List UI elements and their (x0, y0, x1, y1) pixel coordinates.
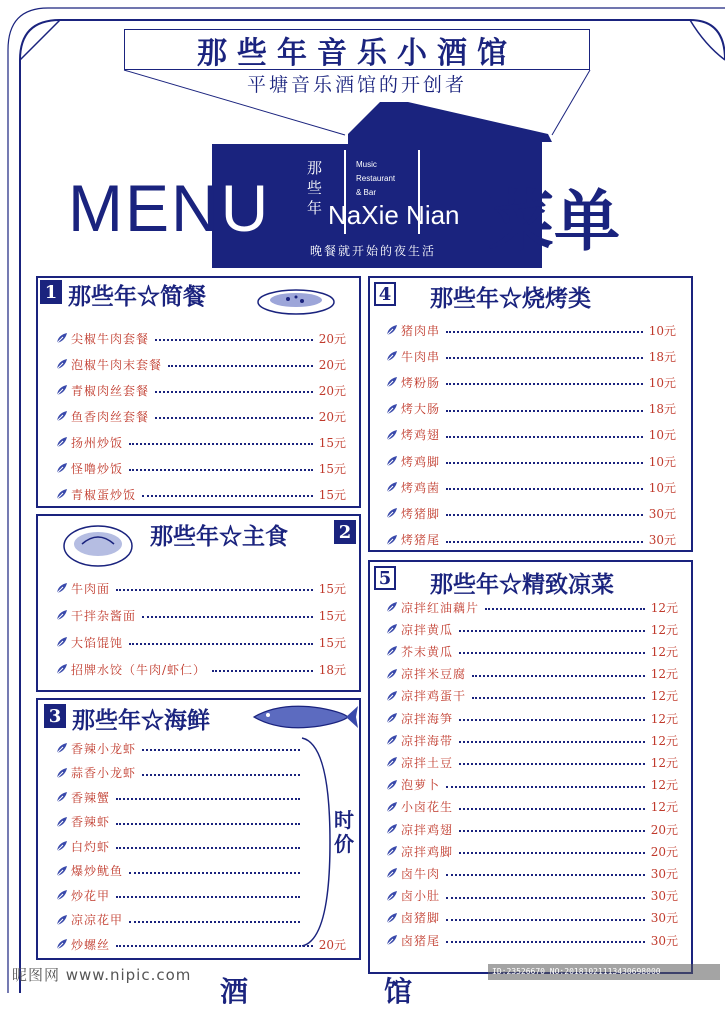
menu-item-row (56, 812, 306, 832)
dotted-leader (446, 786, 645, 788)
menu-item-price: 20元 (318, 331, 346, 346)
menu-item-row (56, 328, 346, 348)
bottom-char-b: 馆 (384, 975, 413, 1008)
menu-item-row (56, 787, 306, 807)
leaf-bullet-icon (386, 890, 398, 902)
time-price-char: 价 (334, 832, 354, 856)
house-brand: NaXie Nian (328, 200, 460, 230)
leaf-bullet-icon (386, 845, 398, 857)
pizza-plate-icon (256, 286, 336, 316)
house-en-line: Music (356, 160, 377, 169)
dotted-leader (155, 339, 313, 341)
dotted-leader (168, 365, 313, 367)
section-5-number: 5 (374, 566, 396, 590)
leaf-bullet-icon (56, 488, 68, 500)
menu-item-row (386, 930, 678, 950)
dotted-leader (116, 589, 313, 591)
restaurant-subtitle: 平塘音乐酒馆的开创者 (246, 74, 467, 96)
leaf-bullet-icon (56, 840, 68, 852)
house-vertical-char: 些 (307, 179, 323, 197)
leaf-bullet-icon (56, 816, 68, 828)
dotted-leader (446, 357, 643, 359)
leaf-bullet-icon (386, 734, 398, 746)
section-1-title: 那些年☆简餐 (68, 283, 206, 310)
menu-item-name: 芥末黄瓜 (401, 644, 454, 659)
leaf-bullet-icon (56, 462, 68, 474)
leaf-bullet-icon (56, 791, 68, 803)
menu-item-price: 10元 (648, 454, 676, 469)
house-vertical-text (307, 158, 322, 218)
menu-item-row (56, 861, 306, 881)
menu-item-row (56, 885, 306, 905)
leaf-bullet-icon (56, 767, 68, 779)
menu-item-name: 凉拌海笋 (401, 711, 454, 726)
menu-item-price: 10元 (648, 375, 676, 390)
menu-item-row (386, 819, 678, 839)
menu-item-name: 烤大肠 (401, 402, 441, 417)
menu-item-row (386, 730, 678, 750)
menu-item-row (386, 752, 678, 772)
menu-item-name: 烤鸡脚 (401, 454, 441, 469)
menu-item-row (386, 503, 676, 523)
menu-heading-en (68, 170, 270, 246)
leaf-bullet-icon (56, 889, 68, 901)
menu-item-name: 青椒蛋炒饭 (71, 487, 137, 502)
bottom-char-a: 酒 (220, 975, 249, 1008)
leaf-bullet-icon (386, 823, 398, 835)
menu-item-name: 烤鸡翅 (401, 428, 441, 443)
watermark-right: ID:23526670 NO:20181021113430698000 (488, 964, 720, 980)
dotted-leader (116, 945, 313, 947)
menu-item-row (386, 320, 676, 340)
menu-item-row (56, 632, 346, 652)
menu-item-name: 烤粉肠 (401, 375, 441, 390)
menu-item-row (56, 432, 346, 452)
dotted-leader (459, 830, 645, 832)
menu-item-price: 30元 (650, 911, 678, 926)
menu-item-price: 20元 (650, 822, 678, 837)
menu-item-name: 凉拌鸡蛋干 (401, 689, 467, 704)
menu-item-name: 泡萝卜 (401, 778, 441, 793)
menu-item-row (386, 708, 678, 728)
dotted-leader (459, 763, 645, 765)
menu-item-name: 招牌水饺（牛肉/虾仁） (71, 662, 207, 677)
restaurant-title: 那些年音乐小酒馆 (124, 29, 590, 70)
menu-item-price: 30元 (648, 506, 676, 521)
menu-item-name: 炒花甲 (71, 888, 111, 903)
menu-item-name: 卤牛肉 (401, 866, 441, 881)
leaf-bullet-icon (56, 865, 68, 877)
house-tagline: 晚餐就开始的夜生活 (310, 244, 437, 258)
dotted-leader (142, 616, 313, 618)
menu-item-price: 10元 (648, 323, 676, 338)
menu-item-name: 凉拌红油藕片 (401, 600, 480, 615)
menu-item-price: 30元 (648, 533, 676, 548)
dotted-leader (116, 823, 300, 825)
dotted-leader (446, 897, 645, 899)
menu-item-price: 18元 (648, 402, 676, 417)
menu-item-name: 尖椒牛肉套餐 (71, 331, 150, 346)
leaf-bullet-icon (56, 663, 68, 675)
dotted-leader (446, 410, 643, 412)
menu-item-row (386, 908, 678, 928)
menu-item-row (56, 578, 346, 598)
menu-item-row (56, 354, 346, 374)
dotted-leader (446, 941, 645, 943)
dotted-leader (446, 462, 643, 464)
menu-item-name: 青椒肉丝套餐 (71, 383, 150, 398)
house-vertical-char: 年 (307, 199, 323, 217)
menu-item-price: 15元 (318, 435, 346, 450)
menu-item-row (386, 399, 676, 419)
menu-item-name: 扬州炒饭 (71, 435, 124, 450)
menu-item-name: 白灼虾 (71, 839, 111, 854)
menu-item-price: 10元 (648, 480, 676, 495)
section-1-number: 1 (40, 280, 62, 304)
menu-item-name: 香辣虾 (71, 815, 111, 829)
menu-item-name: 鱼香肉丝套餐 (71, 409, 150, 424)
dotted-leader (212, 670, 313, 672)
leaf-bullet-icon (386, 601, 398, 613)
menu-item-row (386, 346, 676, 366)
menu-item-name: 凉拌黄瓜 (401, 622, 454, 637)
menu-item-price: 30元 (650, 889, 678, 904)
menu-item-name: 卤小肚 (401, 889, 441, 904)
menu-item-price: 12元 (650, 733, 678, 748)
menu-item-row (56, 763, 306, 783)
menu-item-price: 12元 (650, 600, 678, 615)
dotted-leader (116, 896, 300, 898)
menu-item-row (56, 738, 306, 758)
dotted-leader (116, 798, 300, 800)
menu-item-price: 12元 (650, 800, 678, 815)
leaf-bullet-icon (56, 582, 68, 594)
dotted-leader (129, 872, 300, 874)
menu-item-name: 蒜香小龙虾 (71, 766, 137, 780)
menu-heading-cn: 菜单 (488, 183, 620, 260)
menu-item-name: 泡椒牛肉末套餐 (71, 357, 163, 372)
dotted-leader (459, 808, 645, 810)
menu-item-row (56, 934, 346, 954)
menu-item-price: 12元 (650, 667, 678, 682)
menu-item-row (56, 458, 346, 478)
menu-item-name: 爆炒鱿鱼 (71, 864, 124, 878)
dotted-leader (142, 774, 300, 776)
menu-item-name: 牛肉串 (401, 349, 441, 364)
menu-item-price: 15元 (318, 487, 346, 502)
leaf-bullet-icon (386, 690, 398, 702)
leaf-bullet-icon (386, 912, 398, 924)
menu-item-row (386, 530, 676, 550)
menu-item-name: 干拌杂酱面 (71, 608, 137, 623)
leaf-bullet-icon (56, 742, 68, 754)
menu-item-name: 香辣蟹 (71, 790, 111, 805)
leaf-bullet-icon (56, 410, 68, 422)
menu-item-name: 怪噜炒饭 (71, 461, 124, 476)
dotted-leader (459, 741, 645, 743)
menu-item-price: 15元 (318, 635, 346, 650)
section-2-number: 2 (334, 520, 356, 544)
menu-item-price: 12元 (650, 689, 678, 704)
menu-item-row (386, 664, 678, 684)
menu-item-name: 凉拌海带 (401, 733, 454, 748)
menu-item-row (56, 605, 346, 625)
menu-item-price: 12元 (650, 778, 678, 793)
menu-item-row (386, 619, 678, 639)
leaf-bullet-icon (386, 534, 398, 546)
leaf-bullet-icon (386, 429, 398, 441)
menu-item-row (56, 484, 346, 504)
house-vertical-char: 那 (307, 159, 323, 177)
menu-item-price: 20元 (318, 383, 346, 398)
dotted-leader (459, 652, 645, 654)
dotted-leader (446, 919, 645, 921)
dotted-leader (446, 488, 643, 490)
leaf-bullet-icon (386, 779, 398, 791)
menu-item-row (386, 775, 678, 795)
menu-item-name: 牛肉面 (71, 581, 111, 596)
menu-item-row (56, 406, 346, 426)
leaf-bullet-icon (386, 712, 398, 724)
menu-item-name: 小卤花生 (401, 800, 454, 815)
dotted-leader (129, 643, 313, 645)
leaf-bullet-icon (386, 668, 398, 680)
dotted-leader (446, 514, 643, 516)
menu-item-row (386, 641, 678, 661)
time-price-char: 时 (334, 808, 354, 832)
menu-item-name: 烤鸡菌 (401, 480, 441, 495)
menu-item-name: 凉拌鸡翅 (401, 822, 454, 837)
dotted-leader (142, 749, 300, 751)
dotted-leader (446, 541, 643, 543)
menu-item-price: 15元 (318, 608, 346, 623)
menu-heading-en-b: U (220, 171, 271, 245)
leaf-bullet-icon (386, 455, 398, 467)
leaf-bullet-icon (386, 801, 398, 813)
section-4-number: 4 (374, 282, 396, 306)
menu-item-price: 20元 (318, 357, 346, 372)
section-3-number: 3 (44, 704, 66, 728)
leaf-bullet-icon (386, 481, 398, 493)
menu-item-row (56, 380, 346, 400)
menu-item-name: 卤猪尾 (401, 933, 441, 948)
menu-item-price: 12元 (650, 622, 678, 637)
leaf-bullet-icon (386, 507, 398, 519)
dotted-leader (446, 436, 643, 438)
leaf-bullet-icon (386, 756, 398, 768)
house-en-line: & Bar (356, 188, 377, 197)
menu-item-name: 凉拌鸡脚 (401, 844, 454, 859)
leaf-bullet-icon (56, 436, 68, 448)
leaf-bullet-icon (386, 934, 398, 946)
house-en-line: Restaurant (356, 174, 396, 183)
leaf-bullet-icon (386, 623, 398, 635)
dotted-leader (129, 469, 313, 471)
dotted-leader (485, 608, 645, 610)
menu-item-price: 10元 (648, 428, 676, 443)
menu-item-row (386, 886, 678, 906)
menu-item-price: 15元 (318, 581, 346, 596)
menu-item-price: 15元 (318, 461, 346, 476)
menu-item-row (386, 451, 676, 471)
menu-item-row (386, 597, 678, 617)
menu-heading-en-a: MEN (68, 171, 221, 245)
menu-item-row (386, 841, 678, 861)
leaf-bullet-icon (56, 914, 68, 926)
menu-item-row (56, 836, 306, 856)
section-3-title: 那些年☆海鲜 (72, 707, 210, 734)
watermark-left: 昵图网 www.nipic.com (12, 966, 192, 984)
leaf-bullet-icon (56, 636, 68, 648)
dotted-leader (446, 383, 643, 385)
section-2-title: 那些年☆主食 (150, 523, 288, 550)
menu-item-row (386, 797, 678, 817)
menu-item-name: 猪肉串 (401, 323, 441, 338)
menu-item-row (386, 425, 676, 445)
section-4-title: 那些年☆烧烤类 (430, 285, 591, 312)
menu-item-name: 大馅馄饨 (71, 635, 124, 650)
dotted-leader (459, 719, 645, 721)
dotted-leader (155, 417, 313, 419)
leaf-bullet-icon (56, 609, 68, 621)
dish-plate-icon (62, 522, 134, 568)
leaf-bullet-icon (386, 324, 398, 336)
leaf-bullet-icon (56, 384, 68, 396)
leaf-bullet-icon (386, 867, 398, 879)
menu-item-price: 12元 (650, 644, 678, 659)
dotted-leader (472, 697, 645, 699)
dotted-leader (155, 391, 313, 393)
dotted-leader (459, 630, 645, 632)
menu-item-row (386, 372, 676, 392)
menu-item-name: 烤猪尾 (401, 533, 441, 548)
dotted-leader (472, 675, 645, 677)
leaf-bullet-icon (386, 350, 398, 362)
menu-item-price: 12元 (650, 711, 678, 726)
dotted-leader (116, 847, 300, 849)
menu-item-row (386, 863, 678, 883)
menu-item-price: 18元 (318, 662, 346, 677)
dotted-leader (129, 443, 313, 445)
menu-item-row (56, 659, 346, 679)
menu-item-row (56, 910, 306, 930)
menu-item-price: 18元 (648, 349, 676, 364)
fish-icon (250, 700, 360, 734)
menu-item-name: 烤猪脚 (401, 506, 441, 521)
menu-item-price: 20元 (318, 937, 346, 952)
menu-item-name: 凉拌米豆腐 (401, 667, 467, 682)
leaf-bullet-icon (386, 376, 398, 388)
leaf-bullet-icon (56, 938, 68, 950)
menu-item-price: 30元 (650, 866, 678, 881)
dotted-leader (446, 874, 645, 876)
section-5-title: 那些年☆精致凉菜 (430, 571, 614, 598)
menu-item-name: 凉拌土豆 (401, 755, 454, 770)
dotted-leader (129, 921, 300, 923)
leaf-bullet-icon (56, 332, 68, 344)
menu-item-price: 20元 (318, 409, 346, 424)
leaf-bullet-icon (386, 403, 398, 415)
house-en-lines (356, 158, 395, 200)
leaf-bullet-icon (386, 645, 398, 657)
dotted-leader (142, 495, 313, 497)
menu-item-name: 香辣小龙虾 (71, 741, 137, 756)
menu-item-price: 12元 (650, 755, 678, 770)
leaf-bullet-icon (56, 358, 68, 370)
menu-item-name: 凉凉花甲 (71, 913, 124, 927)
menu-item-name: 炒螺丝 (71, 937, 111, 952)
dotted-leader (446, 331, 643, 333)
time-price-label (333, 808, 355, 856)
menu-item-row (386, 477, 676, 497)
menu-item-name: 卤猪脚 (401, 911, 441, 926)
menu-item-price: 30元 (650, 933, 678, 948)
menu-item-price: 20元 (650, 844, 678, 859)
dotted-leader (459, 852, 645, 854)
menu-item-row (386, 686, 678, 706)
